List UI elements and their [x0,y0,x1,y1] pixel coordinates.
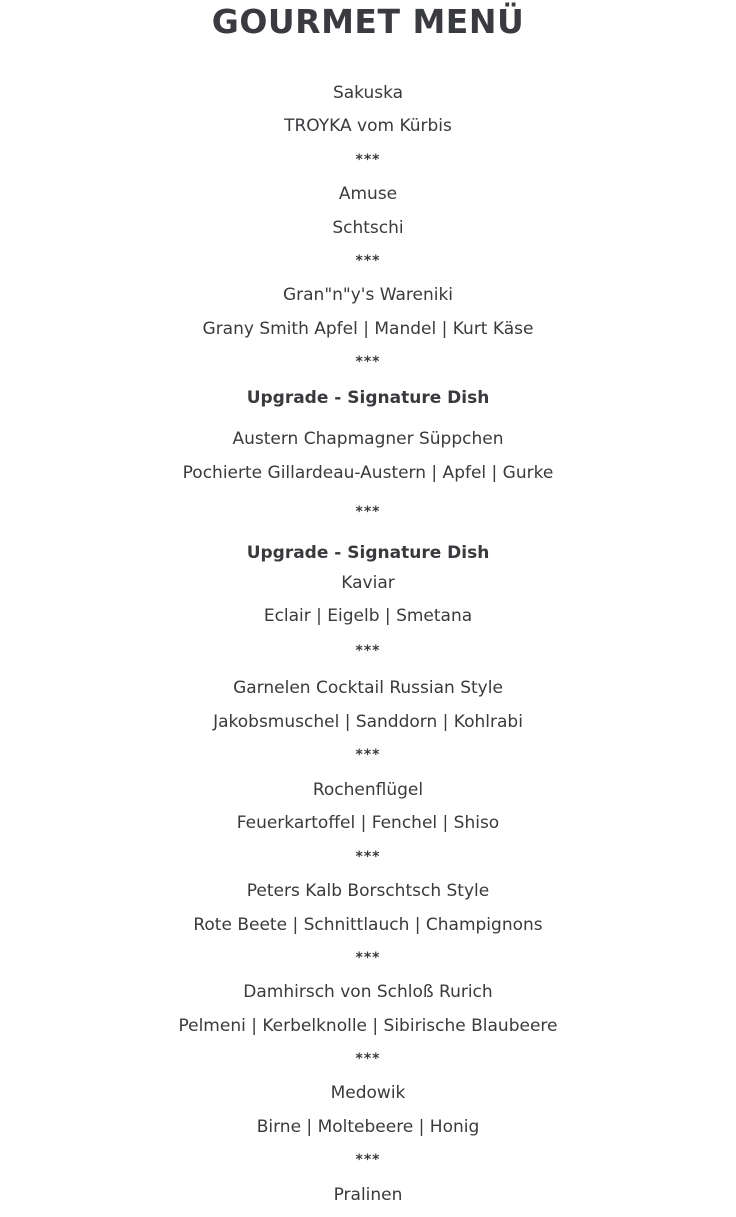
menu-line: Pelmeni | Kerbelknolle | Sibirische Blaubeere [178,1016,558,1036]
menu-line: Medowik [330,1083,406,1103]
upgrade-heading: Upgrade - Signature Dish [246,388,490,408]
course-separator: *** [355,1051,381,1067]
course-separator: *** [355,354,381,370]
menu-line: Garnelen Cocktail Russian Style [233,678,503,698]
menu-title: GOURMET MENÜ [211,2,525,41]
course-separator: *** [355,849,381,865]
menu-line: TROYKA vom Kürbis [284,116,452,136]
course-separator: *** [355,253,381,269]
menu-line: Austern Chapmagner Süppchen [232,429,504,449]
course-separator: *** [355,504,381,520]
menu-line: Kaviar [341,573,395,593]
menu-line: Gran"n"y's Wareniki [282,285,454,305]
menu-line: Birne | Moltebeere | Honig [256,1117,480,1137]
menu-line: Rochenflügel [312,780,424,800]
menu-line: Grany Smith Apfel | Mandel | Kurt Käse [202,319,534,339]
upgrade-heading: Upgrade - Signature Dish [246,543,490,563]
menu-line: Feuerkartoffel | Fenchel | Shiso [236,813,500,833]
menu-line: Amuse [338,184,398,204]
menu-line: Rote Beete | Schnittlauch | Champignons [193,915,543,935]
course-separator: *** [355,747,381,763]
menu-line: Peters Kalb Borschtsch Style [246,881,490,901]
course-separator: *** [355,950,381,966]
menu-line: Sakuska [332,83,404,103]
menu-line: Jakobsmuschel | Sanddorn | Kohlrabi [213,712,523,732]
menu-line: Damhirsch von Schloß Rurich [243,982,493,1002]
menu-line: Pochierte Gillardeau-Austern | Apfel | Gurke [182,463,554,483]
menu-line: Eclair | Eigelb | Smetana [263,606,473,626]
course-separator: *** [355,152,381,168]
menu-line: Pralinen [333,1185,403,1205]
course-separator: *** [355,643,381,659]
menu-line: Schtschi [332,218,404,238]
course-separator: *** [355,1152,381,1168]
